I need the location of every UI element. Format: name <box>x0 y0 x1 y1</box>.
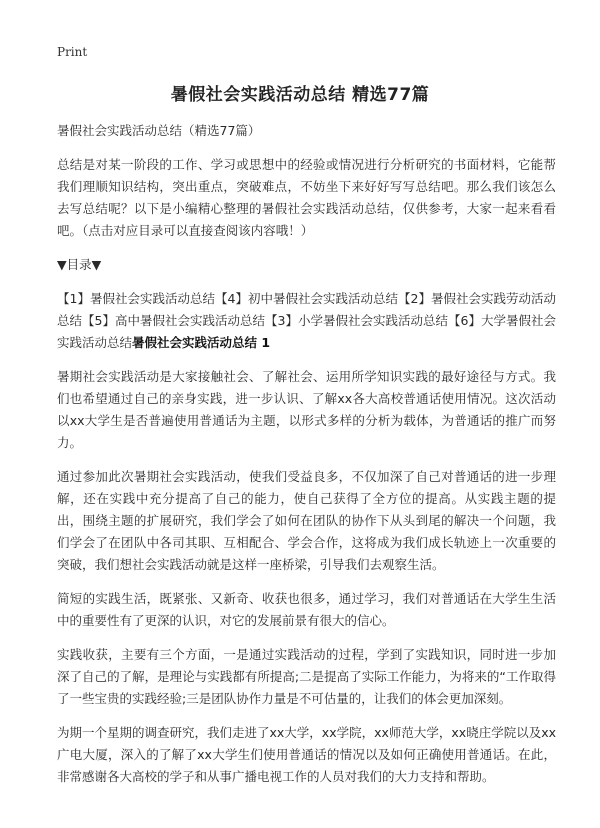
table-of-contents <box>57 288 556 354</box>
toc-link-2[interactable]: 【2】暑假社会实践劳动活动总结 <box>57 291 556 328</box>
body-paragraph: 暑期社会实践活动是大家接触社会、了解社会、运用所学知识实践的最好途径与方式。我们也希望通过自己的亲身实践，进一步认识、了解xx各大高校普通话使用情况。这次活动以xx大学生是否普遍使用普通话为主题，以形式多样的分析为载体，为普通话的推广而努力。 <box>57 369 556 450</box>
body-paragraph: 通过参加此次暑期社会实践活动，使我们受益良多，不仅加深了自己对普通话的进一步理解，还在实践中充分提高了自己的能力，使自己获得了全方位的提高。从实践主题的提出，围绕主题的扩展研究，我们学会了如何在团队的协作下从头到尾的解决一个问题，我们学会了在团队中各司其职、互相配合、学会合作，这将成为我们成长轨迹上一次重要的突破，我们想社会实践活动就是这样一座桥梁，引导我们去观察生活。 <box>57 469 556 572</box>
page-title: 暑假社会实践活动总结 精选77篇 <box>170 85 430 105</box>
article-body <box>57 120 556 800</box>
toc-link-3[interactable]: 【3】小学暑假社会实践活动总结 <box>265 313 448 328</box>
intro-paragraph: 总结是对某一阶段的工作、学习或思想中的经验或情况进行分析研究的书面材料，它能帮我们理顺知识结构，突出重点，突破难点，不妨坐下来好好写写总结吧。那么我们该怎么去写总结呢？以下是小编精心整理的暑假社会实践活动总结，仅供参考，大家一起来看看吧。（点击对应目录可以直接查阅该内容哦！） <box>57 157 556 238</box>
toc-link-5[interactable]: 【5】高中暑假社会实践活动总结 <box>82 313 265 328</box>
print-link[interactable]: Print <box>57 45 88 59</box>
toc-link-6[interactable]: 【6】大学暑假社会实践活动总结 <box>57 313 556 350</box>
body-paragraph: 实践收获，主要有三个方面，一是通过实践活动的过程，学到了实践知识，同时进一步加深了自己的了解，是理论与实践都有所提高;二是提高了实际工作能力，为将来的“工作取得了一些宝贵的实践经验;三是团队协作力量是不可估量的，让我们的体会更加深刻。 <box>57 647 556 706</box>
current-section-heading: 暑假社会实践活动总结 1 <box>132 335 271 350</box>
article-subtitle: 暑假社会实践活动总结（精选77篇） <box>57 123 261 138</box>
toc-heading: ▼目录▼ <box>57 257 102 272</box>
body-paragraph: 为期一个星期的调查研究，我们走进了xx大学，xx学院，xx师范大学，xx晓庄学院以及xx广电大厦，深入的了解了xx大学生们使用普通话的情况以及如何正确使用普通话。在此，非常感谢各大高校的学子和从事广播电视工作的人员对我们的大力支持和帮助。 <box>57 725 556 784</box>
toc-link-4[interactable]: 【4】初中暑假社会实践活动总结 <box>214 291 398 306</box>
toc-link-1[interactable]: 【1】暑假社会实践活动总结 <box>57 291 215 306</box>
body-paragraph: 简短的实践生活，既紧张、又新奇、收获也很多，通过学习，我们对普通话在大学生生活中的重要性有了更深的认识，对它的发展前景有很大的信心。 <box>57 591 556 628</box>
